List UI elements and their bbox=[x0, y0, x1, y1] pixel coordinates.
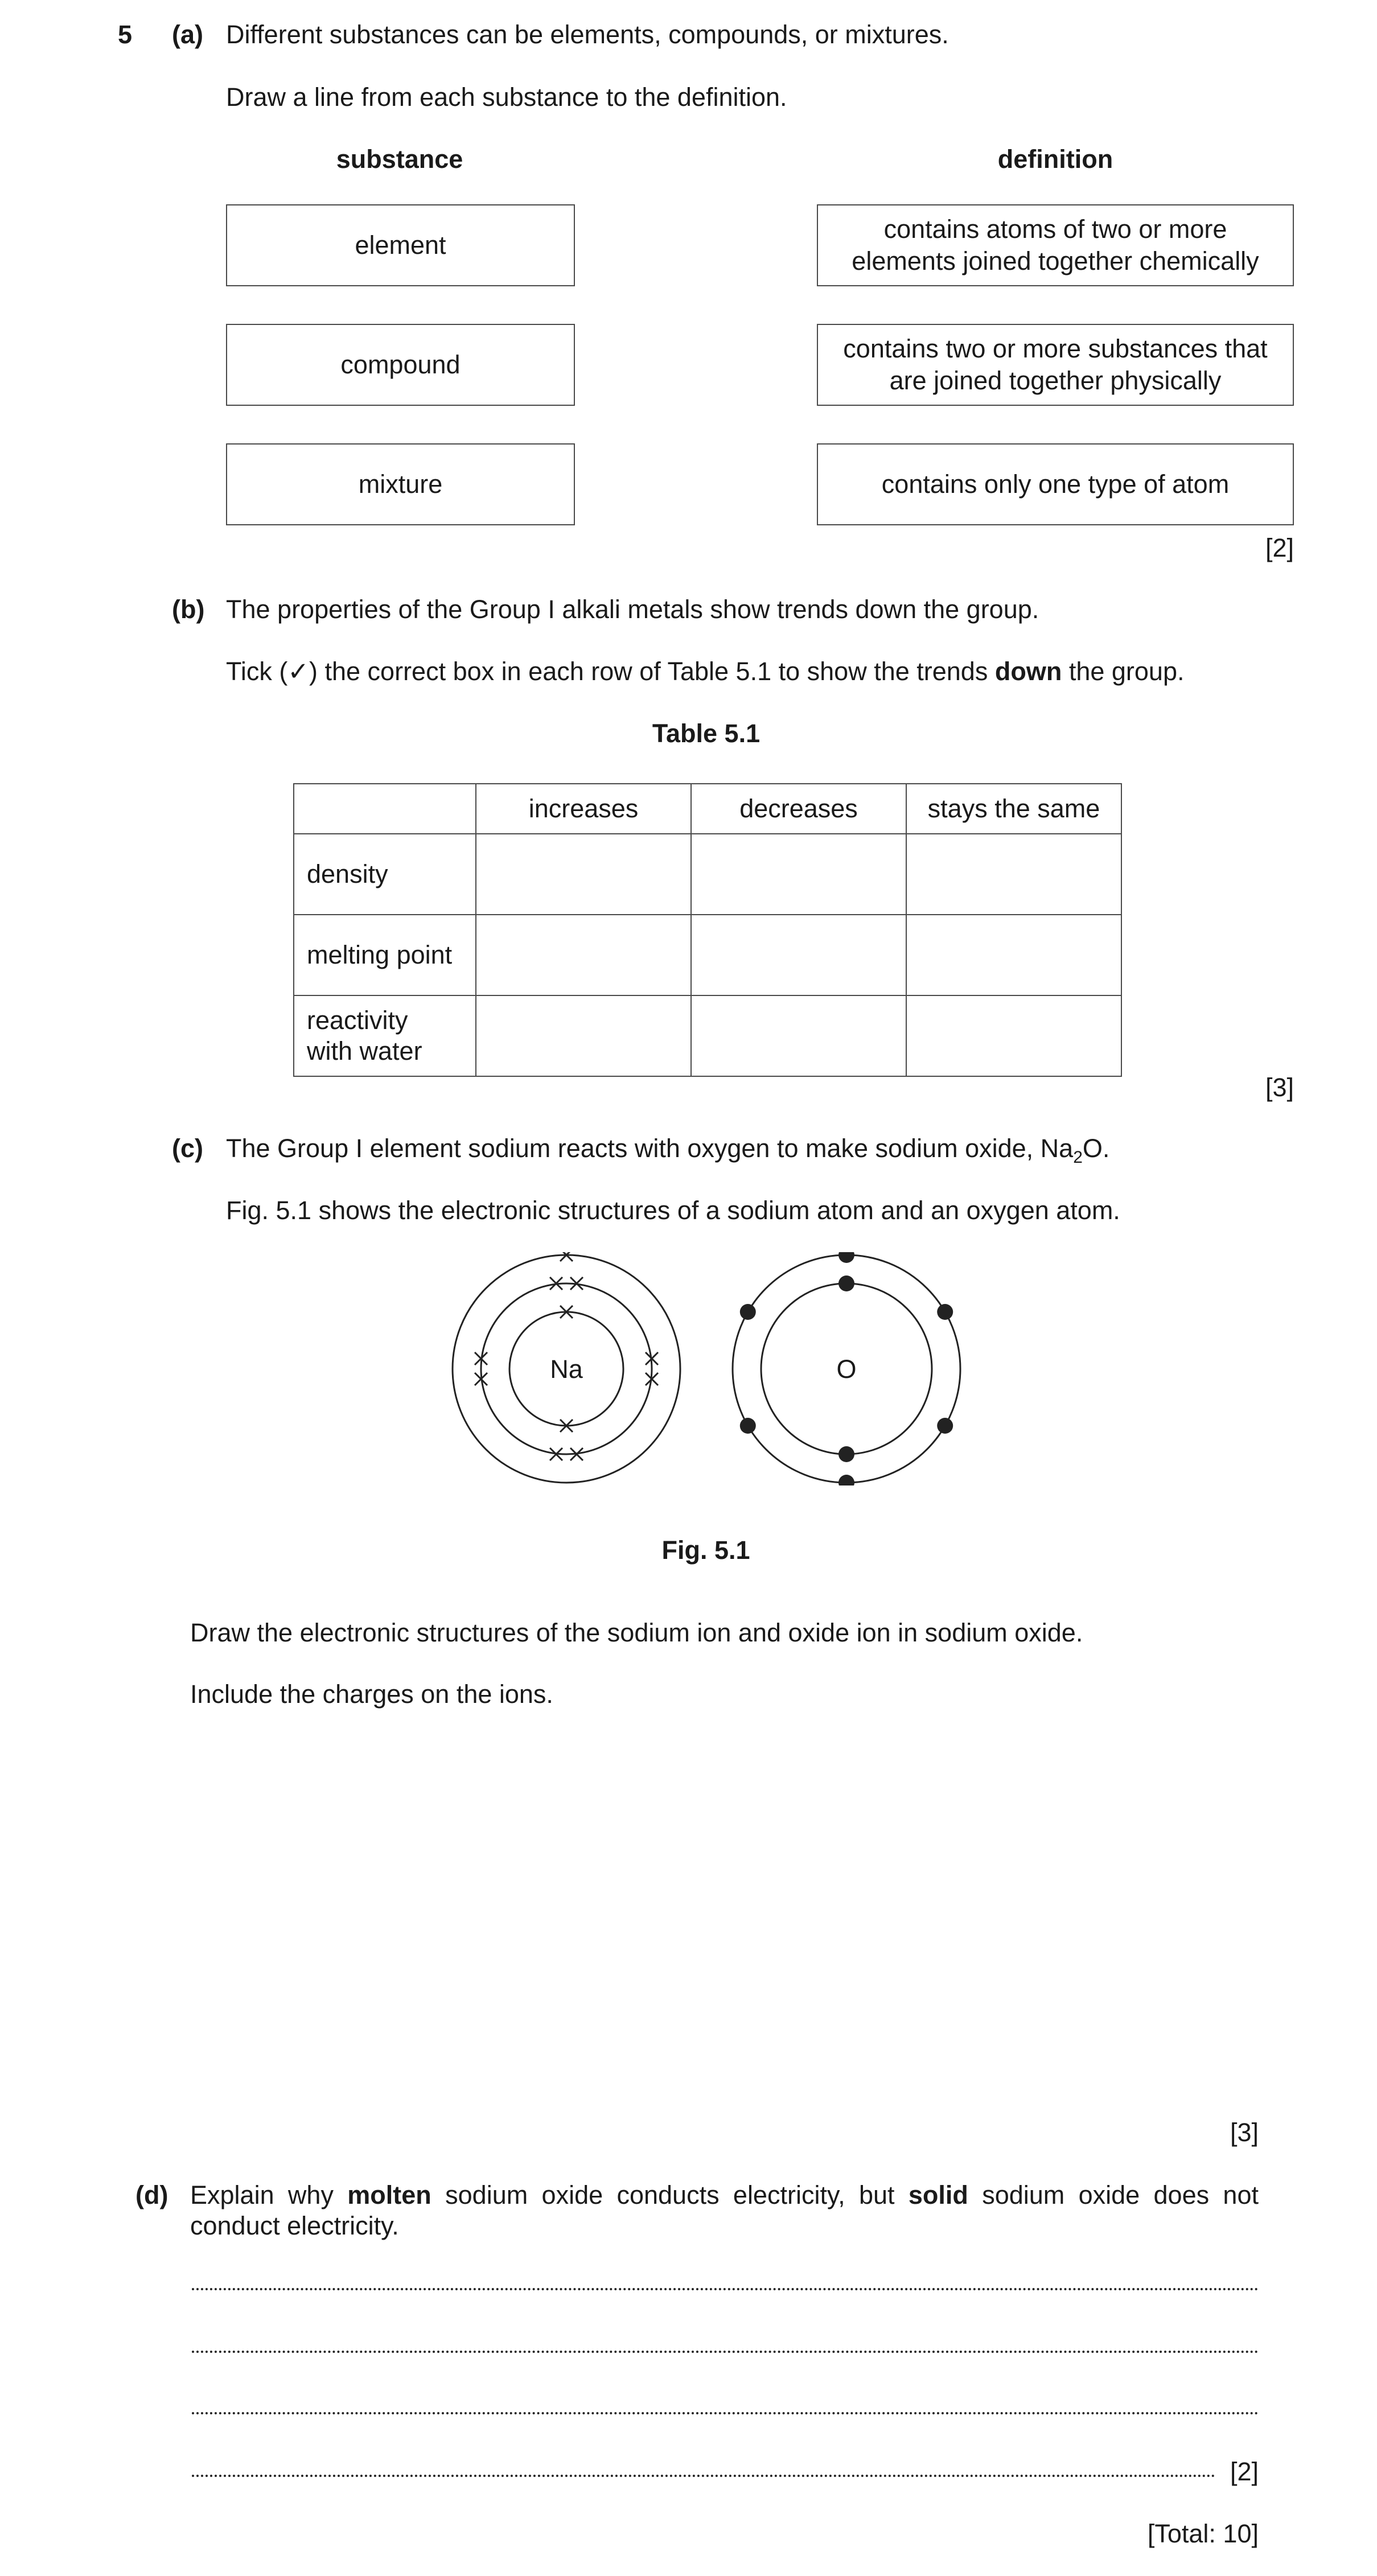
part-c-marks: [3] bbox=[1230, 2118, 1259, 2147]
part-d-question bbox=[190, 2180, 1259, 2211]
electron-dot bbox=[937, 1418, 953, 1434]
substance-label: element bbox=[355, 230, 446, 260]
fig-caption: Fig. 5.1 bbox=[661, 1536, 750, 1565]
fig-intro: Fig. 5.1 shows the electronic structures of a sodium atom and an oxygen atom. bbox=[226, 1196, 1120, 1225]
table-header-empty bbox=[294, 784, 476, 834]
electron-dot bbox=[838, 1252, 854, 1263]
part-a-marks: [2] bbox=[1265, 533, 1294, 562]
definition-line: contains only one type of atom bbox=[881, 469, 1230, 499]
definition-line: elements joined together chemically bbox=[852, 246, 1259, 275]
tick-box[interactable] bbox=[691, 915, 906, 995]
row-label bbox=[294, 995, 476, 1076]
substance-label: compound bbox=[340, 349, 461, 379]
row-label: melting point bbox=[294, 915, 476, 995]
question-text: sodium oxide does not bbox=[968, 2180, 1259, 2209]
definition-line: contains two or more substances that bbox=[843, 334, 1268, 363]
instruction-text: the group. bbox=[1062, 657, 1185, 686]
draw-instruction: Draw the electronic structures of the sodium ion and oxide ion in sodium oxide. bbox=[190, 1618, 1083, 1647]
question-bold: solid bbox=[908, 2180, 968, 2209]
table-header-cell: stays the same bbox=[906, 784, 1121, 834]
answer-line-1[interactable] bbox=[192, 2288, 1259, 2290]
tick-box[interactable] bbox=[476, 915, 691, 995]
question-bold: molten bbox=[347, 2180, 431, 2209]
intro-text: The Group I element sodium reacts with oxygen to make sodium oxide, Na bbox=[226, 1134, 1074, 1163]
sodium-atom-diagram bbox=[450, 1252, 683, 1485]
part-b-marks: [3] bbox=[1265, 1073, 1294, 1102]
tick-box[interactable] bbox=[691, 834, 906, 915]
tick-box[interactable] bbox=[691, 995, 906, 1076]
answer-line-3[interactable] bbox=[192, 2412, 1259, 2414]
atom-symbol-na: Na bbox=[550, 1355, 583, 1384]
question-text: sodium oxide conducts electricity, but bbox=[431, 2180, 909, 2209]
tick-box[interactable] bbox=[476, 995, 691, 1076]
part-d-marks: [2] bbox=[1230, 2457, 1259, 2486]
answer-line-4[interactable] bbox=[192, 2475, 1215, 2477]
table-header-cell: increases bbox=[476, 784, 691, 834]
trends-table bbox=[293, 783, 1122, 1077]
instruction-text: Tick (✓) the correct box in each row of Table 5.1 to show the trends bbox=[226, 657, 995, 686]
tick-box[interactable] bbox=[906, 915, 1121, 995]
part-c-intro bbox=[226, 1133, 1109, 1168]
definition-box-1[interactable] bbox=[817, 204, 1294, 286]
row-label-line: with water bbox=[307, 1036, 422, 1065]
substance-label: mixture bbox=[358, 469, 443, 499]
part-b-label: (b) bbox=[172, 595, 205, 624]
tick-box[interactable] bbox=[906, 834, 1121, 915]
electron-dot bbox=[740, 1418, 756, 1434]
tick-box[interactable] bbox=[476, 834, 691, 915]
oxygen-atom-diagram bbox=[730, 1252, 963, 1485]
part-d-label: (d) bbox=[135, 2180, 168, 2209]
definition-header: definition bbox=[997, 145, 1113, 174]
atom-symbol-o: O bbox=[836, 1355, 857, 1384]
table-title: Table 5.1 bbox=[652, 719, 761, 748]
total-marks: [Total: 10] bbox=[1147, 2519, 1259, 2548]
intro-text: O. bbox=[1082, 1134, 1110, 1163]
electron-dot bbox=[838, 1446, 854, 1462]
substance-box-compound[interactable] bbox=[226, 324, 575, 406]
part-b-intro: The properties of the Group I alkali metals show trends down the group. bbox=[226, 595, 1039, 624]
electron-dot bbox=[838, 1275, 854, 1291]
row-label-line: reactivity bbox=[307, 1006, 408, 1035]
electron-cross bbox=[560, 1252, 573, 1261]
table-header-cell: decreases bbox=[691, 784, 906, 834]
definition-box-2[interactable] bbox=[817, 324, 1294, 406]
row-label: density bbox=[294, 834, 476, 915]
part-a-instruction: Draw a line from each substance to the definition. bbox=[226, 83, 787, 112]
part-c-label: (c) bbox=[172, 1134, 203, 1163]
substance-box-mixture[interactable] bbox=[226, 443, 575, 525]
definition-line: are joined together physically bbox=[889, 366, 1222, 395]
electron-dot bbox=[838, 1475, 854, 1485]
electron-dot bbox=[937, 1304, 953, 1320]
formula-subscript: 2 bbox=[1073, 1148, 1083, 1167]
substance-header: substance bbox=[336, 145, 463, 174]
part-a-intro: Different substances can be elements, compounds, or mixtures. bbox=[226, 20, 949, 49]
part-a-label: (a) bbox=[172, 20, 203, 49]
definition-box-3[interactable] bbox=[817, 443, 1294, 525]
part-b-instruction bbox=[226, 656, 1184, 687]
definition-line: contains atoms of two or more bbox=[883, 214, 1227, 244]
tick-box[interactable] bbox=[906, 995, 1121, 1076]
part-d-question-line2: conduct electricity. bbox=[190, 2211, 399, 2240]
electron-dot bbox=[740, 1304, 756, 1320]
question-number: 5 bbox=[118, 20, 133, 49]
question-text: Explain why bbox=[190, 2180, 348, 2209]
answer-line-2[interactable] bbox=[192, 2351, 1259, 2353]
charges-instruction: Include the charges on the ions. bbox=[190, 1680, 553, 1709]
substance-box-element[interactable] bbox=[226, 204, 575, 286]
instruction-bold: down bbox=[994, 657, 1062, 686]
